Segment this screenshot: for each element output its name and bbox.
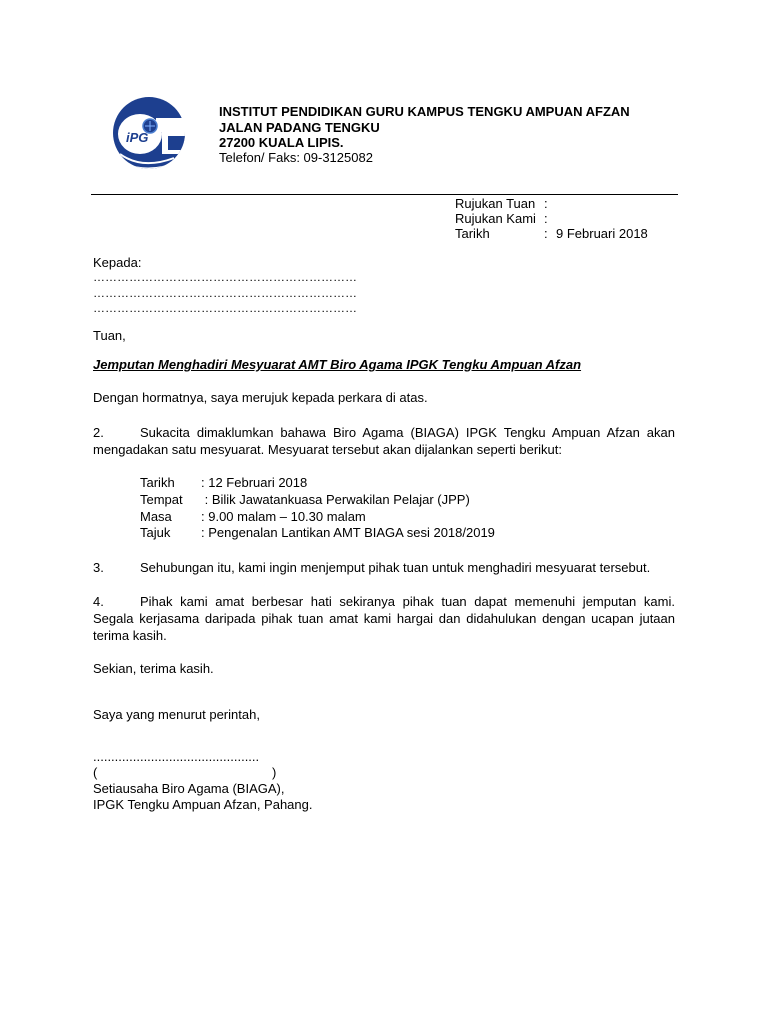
detail-label-date: Tarikh [140,475,175,490]
paragraph-2-number: 2. [93,425,104,440]
ipg-logo [112,96,186,170]
detail-label-venue: Tempat [140,492,183,507]
detail-value-venue: : Bilik Jawatankuasa Perwakilan Pelajar (JPP) [201,492,470,507]
paragraph-3-number: 3. [93,560,104,575]
detail-value-agenda: : Pengenalan Lantikan AMT BIAGA sesi 2018/2019 [201,525,495,540]
paragraph-4-line-3: terima kasih. [93,628,167,643]
our-ref-colon: : [544,211,548,226]
paragraph-4-number: 4. [93,594,104,609]
paragraph-3-line-1: Sehubungan itu, kami ingin menjemput pihak tuan untuk menghadiri mesyuarat tersebut. [140,560,651,575]
address-line-2: 27200 KUALA LIPIS. [219,135,344,150]
recipient-line-2: ………………………………………………………… [93,286,357,300]
recipient-line-3: ………………………………………………………… [93,301,357,315]
signature-name-close-paren: ) [272,765,277,780]
signature-name-open-paren: ( [93,765,98,780]
paragraph-2-line-2: mengadakan satu mesyuarat. Mesyuarat tersebut akan dijalankan seperti berikut: [93,442,562,457]
closing-line: Sekian, terima kasih. [93,661,214,676]
ipg-logo-icon [112,96,186,170]
your-ref-label: Rujukan Tuan [455,196,536,211]
date-label: Tarikh [455,226,490,241]
logo-text: iPG [126,130,149,145]
letter-subject: Jemputan Menghadiri Mesyuarat AMT Biro Agama IPGK Tengku Ampuan Afzan [93,357,582,372]
detail-label-agenda: Tajuk [140,525,171,540]
detail-label-time: Masa [140,509,172,524]
paragraph-4-line-1: Pihak kami amat berbesar hati sekiranya pihak tuan dapat memenuhi jemputan kami. [140,594,675,609]
paragraph-2-line-1: Sukacita dimaklumkan bahawa Biro Agama (BIAGA) IPGK Tengku Ampuan Afzan akan [140,425,675,440]
our-ref-label: Rujukan Kami [455,211,536,226]
signatory-title: Setiausaha Biro Agama (BIAGA), [93,781,285,796]
signatory-organisation: IPGK Tengku Ampuan Afzan, Pahang. [93,797,313,812]
signoff-line: Saya yang menurut perintah, [93,707,260,722]
recipient-line-1: ………………………………………………………… [93,270,357,284]
paragraph-4-line-2: Segala kerjasama daripada pihak tuan amat kami hargai dan didahulukan dengan ucapan jutaan [93,611,675,626]
recipient-label: Kepada: [93,255,142,270]
institution-name: INSTITUT PENDIDIKAN GURU KAMPUS TENGKU AMPUAN AFZAN [219,104,630,119]
opening-sentence: Dengan hormatnya, saya merujuk kepada perkara di atas. [93,390,428,405]
detail-value-time: : 9.00 malam – 10.30 malam [201,509,366,524]
salutation: Tuan, [93,328,126,343]
phone-fax: Telefon/ Faks: 09-3125082 [219,150,373,165]
detail-value-date: : 12 Februari 2018 [201,475,308,490]
date-colon: : [544,226,548,241]
signature-line: .............................................. [93,749,260,764]
date-value: 9 Februari 2018 [556,226,648,241]
header-divider [91,194,678,195]
address-line-1: JALAN PADANG TENGKU [219,120,380,135]
your-ref-colon: : [544,196,548,211]
